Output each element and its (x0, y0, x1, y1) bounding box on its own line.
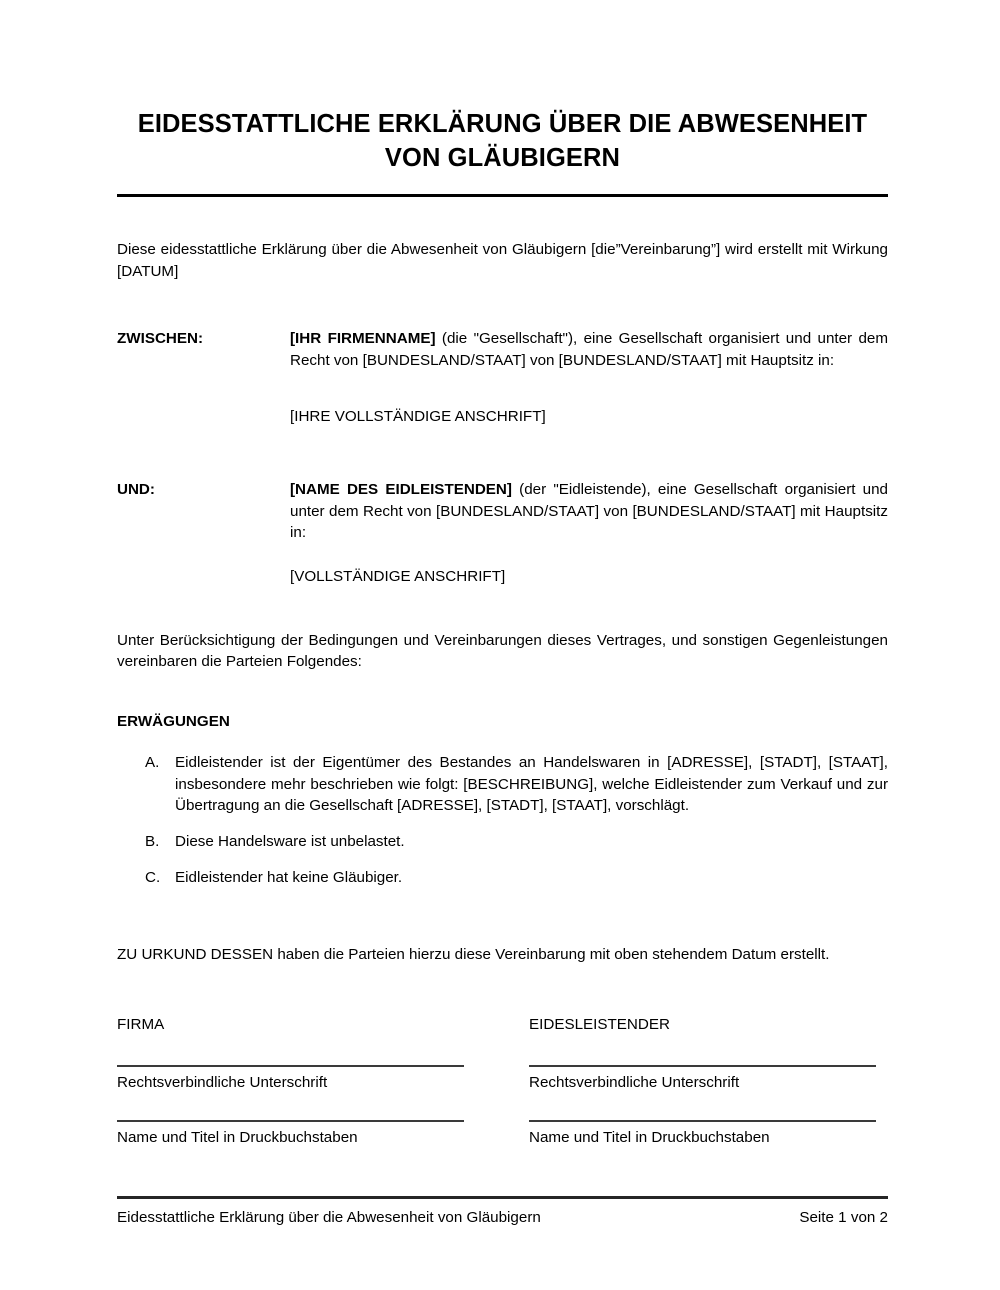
party-name-company: [IHR FIRMENNAME] (290, 330, 436, 348)
consideration-paragraph: Unter Berücksichtigung der Bedingungen und Vereinbarungen dieses Vertrages, und sonstigen Gegenleistungen vereinbaren die Parteien Folgendes: (117, 631, 888, 671)
signature-heading-company: FIRMA (117, 1015, 165, 1033)
party-body-and (290, 479, 888, 587)
intro-paragraph: Diese eidesstattliche Erklärung über die Abwesenheit von Gläubigern [die”Vereinbarung”] wird erstellt mit Wirkung [DATUM] (117, 241, 888, 280)
recital-marker: C. (145, 868, 161, 886)
signature-line-affiant[interactable] (529, 1065, 876, 1067)
party-description-company: (die "Gesellschaft"), eine Gesellschaft organisiert und unter dem Recht von [BUNDESLAND/STAAT] von [BUNDESLAND/STAAT] mit Hauptsitz in: (290, 330, 889, 370)
title-divider (117, 194, 888, 197)
signature-block-company (117, 1065, 529, 1094)
name-block-affiant (529, 1120, 888, 1149)
signature-line-company[interactable] (117, 1065, 464, 1067)
list-item (117, 831, 888, 853)
party-name-affiant: [NAME DES EIDLEISTENDEN] (290, 481, 512, 499)
name-caption-company: Name und Titel in Druckbuchstaben (117, 1128, 358, 1146)
party-address-company: [IHRE VOLLSTÄNDIGE ANSCHRIFT] (290, 407, 546, 425)
recital-marker: A. (145, 754, 160, 772)
recital-text: Eidleistender ist der Eigentümer des Bestandes an Handelswaren in [ADRESSE], [STADT], [STAAT], insbesondere mehr beschrieben wie folgt: [BESCHREIBUNG], welche Eidleistender zum Verkauf und zur Übertragung an die Gesellschaft [ADRESSE], [STADT], [STAAT], vorschlägt. (175, 754, 888, 815)
signature-headings (117, 1014, 888, 1036)
list-item (117, 867, 888, 889)
signature-row-name (117, 1120, 888, 1149)
signature-caption-company: Rechtsverbindliche Unterschrift (117, 1074, 328, 1092)
name-block-company (117, 1120, 529, 1149)
list-item (117, 752, 888, 817)
party-description-affiant: (der "Eidleistende), eine Gesellschaft organisiert und unter dem Recht von [BUNDESLAND/STAAT] von [BUNDESLAND/STAAT] mit Hauptsitz in: (290, 481, 889, 542)
page-footer (117, 1196, 888, 1228)
name-line-company[interactable] (117, 1120, 464, 1122)
signature-row-signature (117, 1065, 888, 1094)
page-title: EIDESSTATTLICHE ERKLÄRUNG ÜBER DIE ABWESENHEIT VON GLÄUBIGERN (137, 110, 868, 172)
signature-block-affiant (529, 1065, 888, 1094)
party-label-and: UND: (117, 481, 155, 499)
party-block-between (117, 328, 888, 427)
party-label-between: ZWISCHEN: (117, 330, 204, 348)
recital-marker: B. (145, 832, 160, 850)
footer-divider (117, 1196, 888, 1199)
name-caption-affiant: Name und Titel in Druckbuchstaben (529, 1128, 770, 1146)
signature-heading-affiant: EIDESLEISTENDER (529, 1015, 670, 1033)
party-block-and (117, 479, 888, 587)
party-body-between (290, 328, 888, 427)
recital-text: Diese Handelsware ist unbelastet. (175, 832, 405, 850)
recitals-heading: ERWÄGUNGEN (117, 712, 230, 730)
name-line-affiant[interactable] (529, 1120, 876, 1122)
footer-document-title: Eidesstattliche Erklärung über die Abwesenheit von Gläubigern (117, 1209, 541, 1226)
footer-page-number: Seite 1 von 2 (799, 1209, 888, 1226)
recitals-list (117, 752, 888, 888)
recital-text: Eidleistender hat keine Gläubiger. (175, 868, 403, 886)
signature-caption-affiant: Rechtsverbindliche Unterschrift (529, 1074, 740, 1092)
party-address-affiant: [VOLLSTÄNDIGE ANSCHRIFT] (290, 567, 506, 585)
document-content (117, 0, 888, 1148)
closing-paragraph: ZU URKUND DESSEN haben die Parteien hierzu diese Vereinbarung mit oben stehendem Datum erstellt. (117, 946, 830, 964)
footer-row (117, 1207, 888, 1228)
